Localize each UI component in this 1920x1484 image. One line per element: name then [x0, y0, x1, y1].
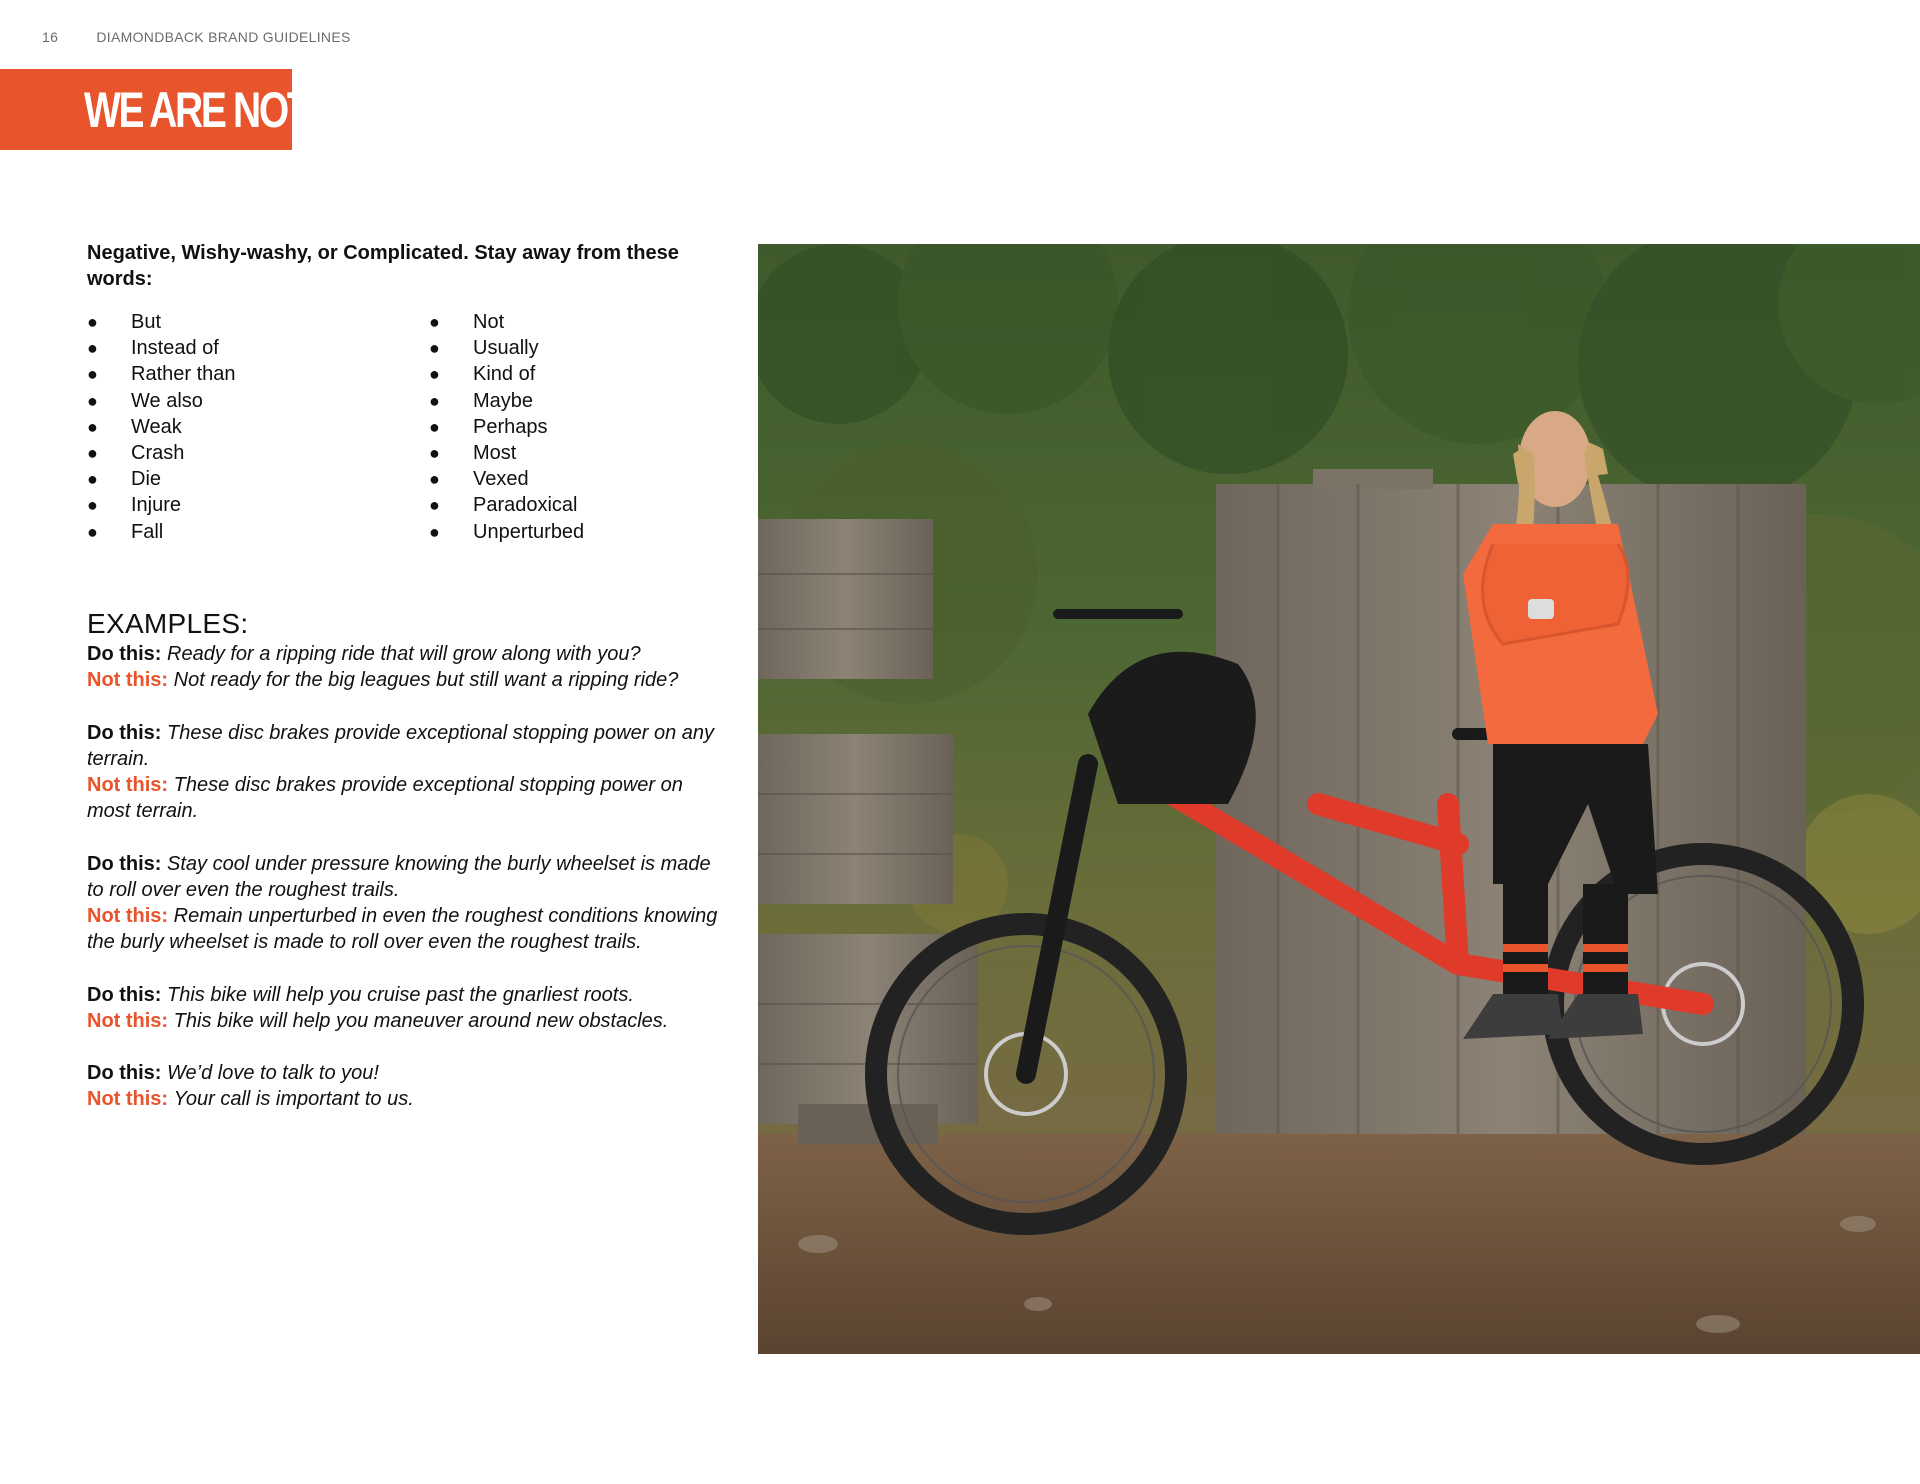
bullet-icon: ●	[429, 312, 440, 332]
page-number: 16	[42, 29, 59, 45]
bullet-icon: ●	[429, 495, 440, 516]
not-this-text: Not ready for the big leagues but still want a ripping ride?	[173, 669, 679, 692]
list-item: ● Most	[429, 440, 584, 466]
bullet-icon: ●	[87, 443, 98, 464]
not-this-text: This bike will help you maneuver around new obstacles.	[173, 1009, 669, 1032]
list-item: ● Die	[87, 466, 236, 492]
list-item: ● We also	[87, 388, 236, 414]
list-item: ● Not	[429, 309, 584, 335]
page-title: WE ARE NOT:	[84, 81, 315, 138]
photo-illustration	[758, 244, 1920, 1354]
list-item: ● Usually	[429, 335, 584, 361]
word-list-left	[87, 309, 236, 545]
page-header	[42, 29, 351, 45]
intro-text: Negative, Wishy-washy, or Complicated. Stay away from these words:	[87, 242, 679, 290]
bullet-icon: ●	[87, 469, 98, 490]
not-this-text: These disc brakes provide exceptional stopping power on most terrain.	[87, 774, 683, 823]
list-item: ● Rather than	[87, 361, 236, 387]
bullet-icon: ●	[429, 364, 440, 385]
do-this-text: Stay cool under pressure knowing the burly wheelset is made to roll over even the roughest trails.	[87, 852, 711, 901]
bullet-icon: ●	[87, 495, 98, 516]
not-this-label: Not this:	[87, 669, 169, 692]
bullet-icon: ●	[429, 338, 440, 359]
list-item: ● Weak	[87, 414, 236, 440]
document-title: DIAMONDBACK BRAND GUIDELINES	[96, 29, 351, 45]
list-item: ● Instead of	[87, 335, 236, 361]
bullet-icon: ●	[87, 364, 98, 385]
title-band	[0, 69, 315, 150]
do-this-text: We’d love to talk to you!	[167, 1062, 379, 1085]
bullet-icon: ●	[429, 390, 440, 411]
bullet-icon: ●	[87, 521, 98, 542]
not-this-text: Your call is important to us.	[173, 1088, 414, 1111]
bullet-icon: ●	[87, 416, 98, 437]
do-this-label: Do this:	[87, 983, 162, 1006]
do-this-text: These disc brakes provide exceptional stopping power on any terrain.	[87, 721, 714, 770]
not-this-label: Not this:	[87, 1009, 169, 1032]
example-pair	[87, 720, 727, 825]
not-this-text: Remain unperturbed in even the roughest conditions knowing the burly wheelset is made to roll over even the roughest trails.	[87, 905, 718, 954]
bullet-icon: ●	[429, 416, 440, 437]
bullet-icon: ●	[87, 338, 98, 359]
bullet-icon: ●	[87, 390, 98, 411]
example-pair	[87, 851, 727, 956]
list-item: ● Paradoxical	[429, 492, 584, 518]
do-this-text: This bike will help you cruise past the gnarliest roots.	[167, 983, 634, 1006]
photo-woman-with-mountain-bike	[758, 244, 1920, 1354]
list-item: ● Fall	[87, 519, 236, 545]
list-item: ● Unperturbed	[429, 519, 584, 545]
do-this-label: Do this:	[87, 643, 162, 665]
bullet-icon: ●	[87, 312, 98, 332]
list-item: ● Perhaps	[429, 414, 584, 440]
list-item: ● Injure	[87, 492, 236, 518]
list-item: ● But	[87, 309, 236, 335]
examples-section	[87, 641, 727, 1139]
do-this-label: Do this:	[87, 852, 162, 875]
word-list-right	[429, 309, 584, 545]
do-this-text: Ready for a ripping ride that will grow along with you?	[167, 643, 641, 665]
list-item: ● Vexed	[429, 466, 584, 492]
not-this-label: Not this:	[87, 774, 169, 796]
bullet-icon: ●	[429, 443, 440, 464]
example-pair	[87, 1060, 727, 1112]
do-this-label: Do this:	[87, 721, 162, 744]
example-pair	[87, 641, 727, 693]
not-this-label: Not this:	[87, 1088, 169, 1111]
do-this-label: Do this:	[87, 1062, 162, 1085]
list-item: ● Kind of	[429, 361, 584, 387]
list-item: ● Crash	[87, 440, 236, 466]
bullet-icon: ●	[429, 469, 440, 490]
list-item: ● Maybe	[429, 388, 584, 414]
example-pair	[87, 982, 727, 1034]
bullet-icon: ●	[429, 521, 440, 542]
not-this-label: Not this:	[87, 905, 169, 927]
examples-heading: EXAMPLES:	[87, 608, 249, 639]
